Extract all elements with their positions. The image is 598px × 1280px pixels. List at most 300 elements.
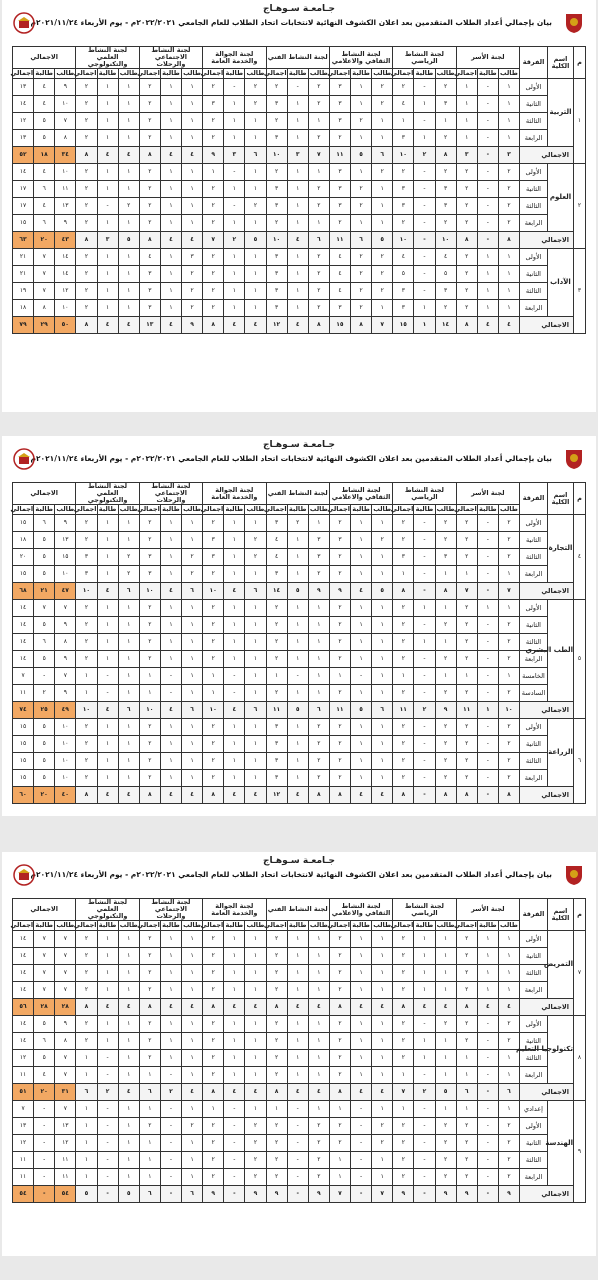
data-cell: ٧ <box>34 965 55 982</box>
total-cell: ٦ <box>76 1084 97 1101</box>
data-cell: ٢ <box>393 532 414 549</box>
data-cell: ٢ <box>329 215 350 232</box>
data-cell: ١ <box>118 685 139 702</box>
data-cell: ١٤ <box>13 1033 34 1050</box>
table-row <box>13 719 586 736</box>
data-cell: ١ <box>372 130 393 147</box>
data-cell: ٣ <box>329 96 350 113</box>
data-cell: ١ <box>372 300 393 317</box>
data-cell: ١ <box>498 566 519 583</box>
data-cell: ٢ <box>308 283 329 300</box>
data-cell: ١ <box>414 931 435 948</box>
total-cell: ١٠ <box>76 583 97 600</box>
total-cell: ٨ <box>203 1084 224 1101</box>
data-cell: ٢ <box>203 113 224 130</box>
total-cell: ٤ <box>351 583 372 600</box>
data-cell: ١ <box>160 948 181 965</box>
data-cell: ٢ <box>139 931 160 948</box>
data-cell: - <box>477 215 498 232</box>
total-cell: ٦ <box>245 583 266 600</box>
data-cell: - <box>477 1118 498 1135</box>
data-cell: ١ <box>224 1067 245 1084</box>
total-cell: ٤ <box>308 1084 329 1101</box>
subheader-cell: اجمالي <box>263 69 287 78</box>
total-cell: ٦ <box>351 232 372 249</box>
data-cell: ١ <box>160 1050 181 1067</box>
report-title: بيان بإجمالي أعداد الطلاب المتقدمين بعد اعلان الكشوف النهائية لانتخابات اتحاد الطلاب للعام الجامعي ٢٠٢٢/٢٠٢١م - يوم الأربعاء ٢٠٢١/١١/٢٤م <box>30 454 552 463</box>
data-cell: ٢ <box>498 164 519 181</box>
data-cell: ٩ <box>55 685 76 702</box>
data-cell: ١ <box>308 685 329 702</box>
data-cell: ١ <box>182 1101 203 1118</box>
data-cell: ١ <box>139 1101 160 1118</box>
college-number: ١ <box>574 79 586 164</box>
data-cell: ٢ <box>266 1118 287 1135</box>
data-cell: - <box>224 1101 245 1118</box>
data-cell: ٢ <box>76 982 97 999</box>
subheader-cell: طالب <box>309 69 328 78</box>
data-cell: ١ <box>372 1050 393 1067</box>
total-cell: ٤ <box>118 999 139 1016</box>
data-cell: ١ <box>351 215 372 232</box>
data-cell: ٢ <box>435 617 456 634</box>
data-cell: ١ <box>245 600 266 617</box>
data-cell: ١ <box>160 1033 181 1050</box>
data-cell: ١ <box>287 1016 308 1033</box>
data-cell: ٢ <box>203 651 224 668</box>
data-cell: ٦ <box>34 181 55 198</box>
data-cell: ١ <box>287 600 308 617</box>
total-cell: ٧ <box>456 583 477 600</box>
subheader-cell: اجمالي <box>200 505 224 514</box>
data-cell: ٢ <box>329 566 350 583</box>
data-cell: ١ <box>351 736 372 753</box>
total-cell: - <box>97 1186 118 1203</box>
data-cell: ١ <box>245 515 266 532</box>
data-cell: ٢ <box>456 198 477 215</box>
total-cell: ١٢ <box>266 787 287 804</box>
data-cell: ٢ <box>435 719 456 736</box>
data-cell: ١ <box>224 719 245 736</box>
subheader-cell: طالب <box>499 505 518 514</box>
year-label: الثانية <box>520 1033 548 1050</box>
data-cell: ٧ <box>55 113 76 130</box>
subheader-cell: طالبة <box>415 505 434 514</box>
data-cell: ٣ <box>139 266 160 283</box>
data-cell: ١ <box>498 130 519 147</box>
data-cell: ١٤ <box>13 982 34 999</box>
subheader-cell: طالبة <box>35 69 53 78</box>
data-cell: ١ <box>498 96 519 113</box>
data-cell: ٣ <box>266 283 287 300</box>
year-label: الرابعة <box>520 566 548 583</box>
data-cell: ١ <box>160 617 181 634</box>
data-cell: ١ <box>287 300 308 317</box>
data-cell: ٢ <box>393 719 414 736</box>
sheet-3 <box>2 852 596 1256</box>
data-cell: - <box>477 617 498 634</box>
header-committee-5: لجنة الجوالة والخدمة العامة <box>203 483 266 505</box>
table-row <box>13 736 586 753</box>
data-cell: ١ <box>393 113 414 130</box>
total-cell: - <box>414 583 435 600</box>
data-cell: - <box>414 249 435 266</box>
data-cell: ١ <box>160 249 181 266</box>
data-cell: ١ <box>351 753 372 770</box>
subheader-cell: طالب <box>499 921 518 930</box>
table-row <box>13 96 586 113</box>
total-cell: ٤ <box>97 317 118 334</box>
data-cell: ١ <box>372 965 393 982</box>
data-cell: ٢ <box>34 685 55 702</box>
data-cell: ١ <box>477 300 498 317</box>
data-cell: ٢ <box>435 532 456 549</box>
data-cell: ١ <box>97 283 118 300</box>
data-cell: - <box>97 1118 118 1135</box>
data-cell: ٢ <box>456 1169 477 1186</box>
data-cell: ١ <box>182 1016 203 1033</box>
data-cell: ٢ <box>139 651 160 668</box>
data-cell: ١ <box>351 566 372 583</box>
year-label: الثانية <box>520 96 548 113</box>
total-cell: ٨ <box>329 787 350 804</box>
data-cell: - <box>97 1101 118 1118</box>
data-cell: ٢ <box>308 1152 329 1169</box>
data-cell: ٢ <box>266 1169 287 1186</box>
data-cell: ١ <box>393 1067 414 1084</box>
data-cell: ٢ <box>308 96 329 113</box>
data-cell: ١ <box>118 1033 139 1050</box>
data-cell: ١ <box>118 1050 139 1067</box>
total-cell: ٤ <box>160 317 181 334</box>
sheet-2 <box>2 436 596 816</box>
data-cell: ٢ <box>139 181 160 198</box>
header-committee-6: لجنة النشاط الاجتماعي والرحلات <box>139 899 202 921</box>
total-cell: ٤ <box>118 787 139 804</box>
data-cell: ١ <box>498 1067 519 1084</box>
report-title: بيان بإجمالي أعداد الطلاب المتقدمين بعد اعلان الكشوف النهائية لانتخابات اتحاد الطلاب للعام الجامعي ٢٠٢٢/٢٠٢١م - يوم الأربعاء ٢٠٢١/١١/٢٤م <box>30 18 552 27</box>
total-cell: ١٣ <box>139 317 160 334</box>
data-cell: ١ <box>477 931 498 948</box>
subheader-cell: اجمالي <box>10 921 34 930</box>
data-cell: ٩ <box>55 215 76 232</box>
data-cell: ١ <box>372 198 393 215</box>
total-cell: ٤ <box>498 317 519 334</box>
data-cell: ٢ <box>435 753 456 770</box>
data-cell: ١١ <box>13 1169 34 1186</box>
subheader-cell: طالبة <box>352 921 370 930</box>
data-cell: ١ <box>372 719 393 736</box>
data-cell: - <box>351 1118 372 1135</box>
data-cell: ٧ <box>34 283 55 300</box>
data-cell: ١ <box>308 113 329 130</box>
data-cell: ٢ <box>266 113 287 130</box>
data-cell: ١ <box>224 130 245 147</box>
data-cell: - <box>414 685 435 702</box>
data-cell: ١ <box>118 770 139 787</box>
data-cell: ٣ <box>329 113 350 130</box>
data-cell: ٢ <box>329 515 350 532</box>
data-cell: ٨ <box>55 130 76 147</box>
data-cell: ٢ <box>308 770 329 787</box>
data-cell: ١ <box>139 668 160 685</box>
total-row <box>13 147 586 164</box>
data-cell: ٣ <box>139 566 160 583</box>
results-table-container <box>12 898 586 1203</box>
data-cell: ٢ <box>456 770 477 787</box>
data-cell: ١ <box>287 931 308 948</box>
data-cell: ٢ <box>139 617 160 634</box>
data-cell: ١ <box>456 1101 477 1118</box>
data-cell: ١ <box>414 600 435 617</box>
data-cell: ١ <box>224 770 245 787</box>
year-label: الثالثة <box>520 113 548 130</box>
data-cell: - <box>477 130 498 147</box>
data-cell: ٢ <box>456 300 477 317</box>
total-cell: ١٠ <box>76 702 97 719</box>
data-cell: ١٢ <box>13 113 34 130</box>
data-cell: ٢ <box>245 1118 266 1135</box>
total-cell: ٥ <box>372 232 393 249</box>
data-cell: ١ <box>287 96 308 113</box>
total-cell: ٤ <box>224 999 245 1016</box>
data-cell: ١ <box>245 1016 266 1033</box>
total-cell: ١٥ <box>329 317 350 334</box>
data-cell: ١ <box>160 266 181 283</box>
total-cell: ١١ <box>393 702 414 719</box>
data-cell: ١ <box>139 1067 160 1084</box>
college-name: التمريض <box>548 931 574 999</box>
total-cell: ٥ <box>351 147 372 164</box>
sheet-header <box>12 436 586 482</box>
data-cell: - <box>477 1050 498 1067</box>
data-cell: ٢ <box>498 549 519 566</box>
data-cell: ١ <box>118 600 139 617</box>
data-cell: ١ <box>203 164 224 181</box>
data-cell: ١ <box>245 266 266 283</box>
data-cell: ٢ <box>245 96 266 113</box>
total-cell: ١٠ <box>203 583 224 600</box>
data-cell: - <box>477 515 498 532</box>
total-cell: ٦ <box>182 702 203 719</box>
data-cell: ١١ <box>13 1152 34 1169</box>
data-cell: - <box>477 1067 498 1084</box>
data-cell: ٢ <box>329 931 350 948</box>
data-cell: ١ <box>498 249 519 266</box>
total-cell: ١٠ <box>203 702 224 719</box>
data-cell: - <box>34 1101 55 1118</box>
total-cell: ٦ <box>456 1084 477 1101</box>
total-cell: ٤٣ <box>55 232 76 249</box>
total-cell: ٨ <box>498 787 519 804</box>
data-cell: ١ <box>245 685 266 702</box>
data-cell: ٣ <box>435 181 456 198</box>
subheader-cell: طالب <box>436 69 455 78</box>
data-cell: ٢ <box>139 600 160 617</box>
subheader-cell: طالبة <box>98 505 117 514</box>
total-cell: ٤ <box>160 232 181 249</box>
total-cell: ٦ <box>118 702 139 719</box>
data-cell: ١ <box>224 266 245 283</box>
data-cell: ١ <box>245 300 266 317</box>
year-label: الثانية <box>520 181 548 198</box>
college-name: تكنولوجيا التعليم <box>548 1016 574 1084</box>
data-cell: ٣ <box>203 532 224 549</box>
data-cell: ٢ <box>203 634 224 651</box>
subheader-cell: طالب <box>56 921 75 930</box>
subheader-cell: اجمالي <box>390 505 414 514</box>
data-cell: - <box>477 1101 498 1118</box>
header-year: الفرقة <box>520 899 548 931</box>
subheader-cell: اجمالي <box>73 505 97 514</box>
total-cell: ٤ <box>97 787 118 804</box>
header-committee-7: لجنة النشاط العلمي والتكنولوجي <box>76 47 139 69</box>
total-cell: ٥٤ <box>55 1186 76 1203</box>
building-logo-icon <box>12 864 36 886</box>
data-cell: ١ <box>308 651 329 668</box>
total-cell: ٧ <box>308 147 329 164</box>
data-cell: ٢ <box>76 79 97 96</box>
data-cell: ١ <box>351 982 372 999</box>
data-cell: ٢ <box>456 753 477 770</box>
total-cell: ٤ <box>287 787 308 804</box>
data-cell: ١ <box>245 283 266 300</box>
total-cell: ٩ <box>435 1186 456 1203</box>
data-cell: ١ <box>160 634 181 651</box>
year-label: السادسة <box>520 685 548 702</box>
data-cell: - <box>414 113 435 130</box>
data-cell: ٢ <box>351 249 372 266</box>
data-cell: ٢ <box>456 1118 477 1135</box>
total-cell: ٢٠ <box>34 232 55 249</box>
data-cell: ٢ <box>435 164 456 181</box>
data-cell: ١ <box>308 164 329 181</box>
subheader-cell: طالب <box>309 505 328 514</box>
data-cell: - <box>477 634 498 651</box>
data-cell: ١ <box>372 982 393 999</box>
data-cell: ٢ <box>498 1033 519 1050</box>
data-cell: ١ <box>224 600 245 617</box>
table-row <box>13 753 586 770</box>
data-cell: - <box>477 181 498 198</box>
subheader-cell: طالب <box>183 921 201 930</box>
data-cell: ٧ <box>34 931 55 948</box>
data-cell: ٥ <box>34 651 55 668</box>
data-cell: - <box>477 1169 498 1186</box>
data-cell: ٤ <box>34 79 55 96</box>
subheader-cell: اجمالي <box>454 69 477 78</box>
data-cell: ٥ <box>34 113 55 130</box>
data-cell: - <box>414 617 435 634</box>
data-cell: ١ <box>498 1101 519 1118</box>
data-cell: ٣ <box>308 549 329 566</box>
data-cell: ٢ <box>393 1050 414 1067</box>
data-cell: ٩ <box>55 1016 76 1033</box>
data-cell: ١ <box>160 113 181 130</box>
data-cell: ١ <box>287 1067 308 1084</box>
data-cell: ٢ <box>308 130 329 147</box>
data-cell: - <box>224 164 245 181</box>
data-cell: ١ <box>372 1033 393 1050</box>
subheader-cell: اجمالي <box>454 505 477 514</box>
year-label: الرابعة <box>520 1169 548 1186</box>
data-cell: ٢ <box>393 651 414 668</box>
data-cell: ٢ <box>351 198 372 215</box>
total-cell: ٥ <box>372 583 393 600</box>
data-cell: - <box>224 1169 245 1186</box>
data-cell: ٥ <box>34 1016 55 1033</box>
data-cell: ١ <box>287 1050 308 1067</box>
data-cell: ١ <box>308 1101 329 1118</box>
year-label: الرابعة <box>520 651 548 668</box>
data-cell: - <box>477 549 498 566</box>
data-cell: ٢ <box>351 266 372 283</box>
data-cell: ١ <box>308 668 329 685</box>
data-cell: ١ <box>182 1067 203 1084</box>
data-cell: ١ <box>414 982 435 999</box>
subheader-cell: طالب <box>183 69 201 78</box>
data-cell: ١ <box>245 753 266 770</box>
data-cell: ٢ <box>139 130 160 147</box>
total-cell: ١١ <box>329 702 350 719</box>
data-cell: ٧ <box>55 668 76 685</box>
data-cell: ١ <box>287 549 308 566</box>
total-cell: ٩ <box>435 702 456 719</box>
data-cell: ٢ <box>76 96 97 113</box>
data-cell: ١ <box>97 1033 118 1050</box>
data-cell: ٢ <box>203 1118 224 1135</box>
year-label: الأولى <box>520 1016 548 1033</box>
data-cell: ١ <box>435 1033 456 1050</box>
data-cell: ١ <box>456 1067 477 1084</box>
data-cell: ١ <box>498 948 519 965</box>
total-cell: ٨ <box>76 147 97 164</box>
data-cell: ٢ <box>139 164 160 181</box>
data-cell: ١ <box>160 164 181 181</box>
data-cell: - <box>477 113 498 130</box>
data-cell: ١٢ <box>13 1050 34 1067</box>
header-committee-7: لجنة النشاط العلمي والتكنولوجي <box>76 899 139 921</box>
data-cell: ٢ <box>393 685 414 702</box>
data-cell: ٢ <box>498 181 519 198</box>
total-cell: ٨ <box>456 999 477 1016</box>
data-cell: ١ <box>182 215 203 232</box>
subheader-cell: اجمالي <box>137 505 160 514</box>
total-cell: ٤ <box>118 147 139 164</box>
data-cell: ٢ <box>456 532 477 549</box>
data-cell: ١ <box>224 736 245 753</box>
data-cell: ٩ <box>55 651 76 668</box>
total-cell: ٤ <box>182 232 203 249</box>
data-cell: ٢ <box>266 1067 287 1084</box>
data-cell: ١ <box>329 668 350 685</box>
data-cell: ٢ <box>139 96 160 113</box>
data-cell: - <box>414 181 435 198</box>
data-cell: ١ <box>118 283 139 300</box>
data-cell: ٢ <box>308 566 329 583</box>
table-row <box>13 634 586 651</box>
data-cell: ١ <box>118 1152 139 1169</box>
data-cell: ٣ <box>393 130 414 147</box>
data-cell: ٢ <box>329 1050 350 1067</box>
total-cell: ٨ <box>203 999 224 1016</box>
data-cell: ١ <box>97 515 118 532</box>
data-cell: ٢ <box>308 1118 329 1135</box>
total-cell: ٩ <box>203 1186 224 1203</box>
data-cell: ٣ <box>266 719 287 736</box>
data-cell: ١ <box>118 164 139 181</box>
total-cell: ١٤ <box>266 583 287 600</box>
